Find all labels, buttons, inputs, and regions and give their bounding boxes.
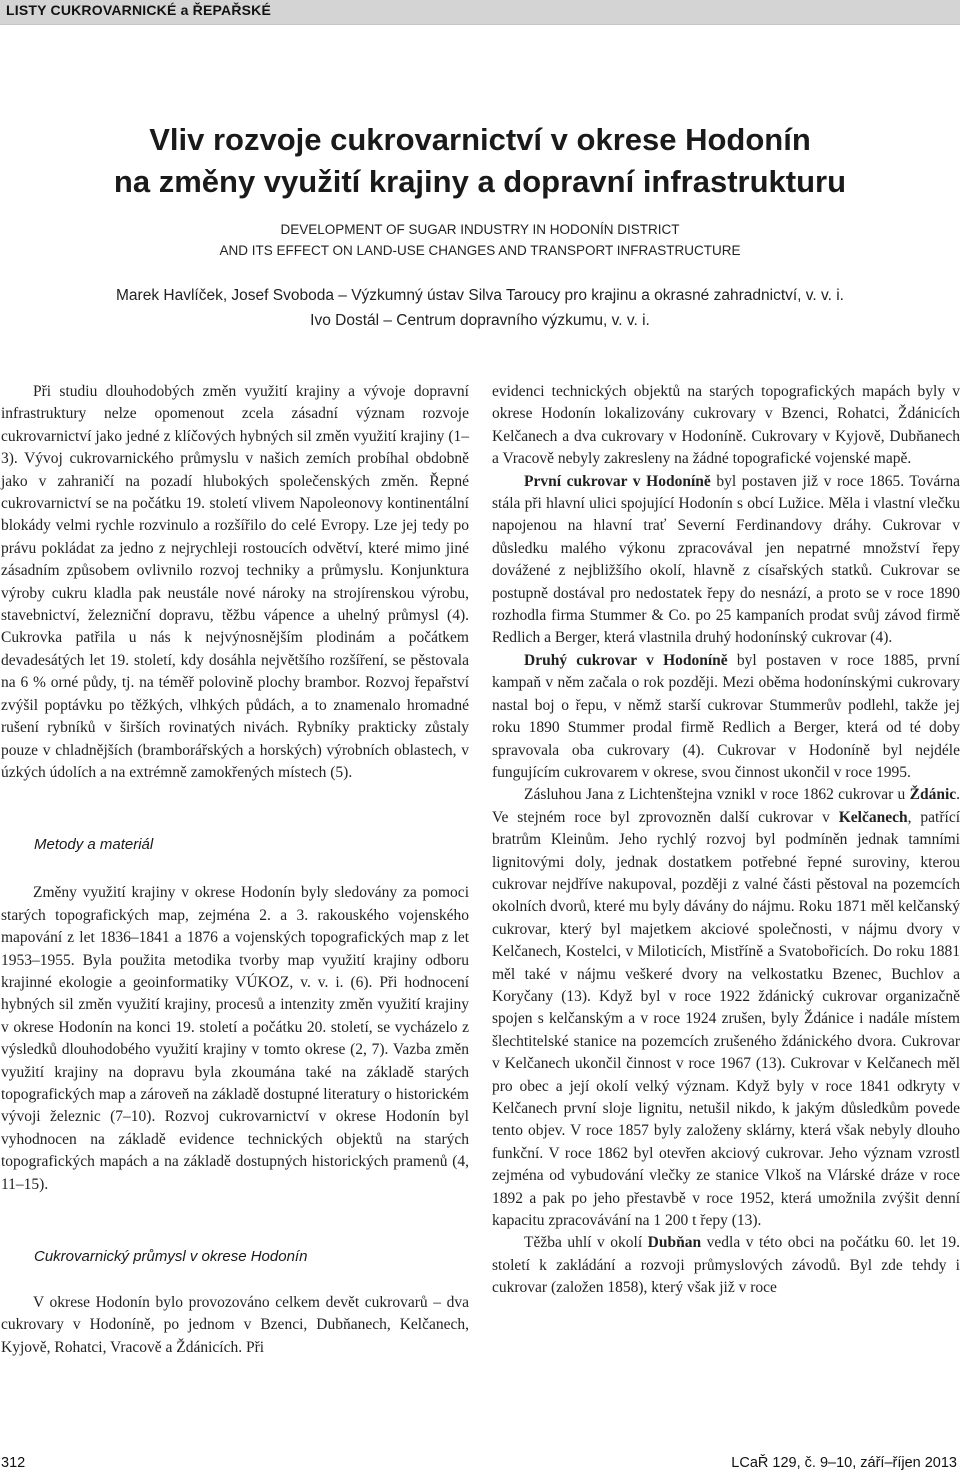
continuation-paragraph: evidenci technických objektů na starých topografických mapách byly v okrese Hodonín lokalizovány cukrovary v Bzenci, Rohatci, Ždánicích Kelčanech a dva cukrovary v Hodoníně. Cukrovary v Kyjově, Dubňanech a Vracově nebyly zakresleny na žádné topografické vojenské mapě.: [492, 383, 960, 468]
section-heading-methods: Metody a materiál: [34, 836, 154, 854]
dubnany-paragraph: [492, 1232, 960, 1299]
dubnany-intro-text: Těžba uhlí v okolí: [524, 1234, 648, 1252]
left-column: [1, 381, 469, 1359]
dubnany-text: vedla v této obci na počátku 60. let 19. století k zakládání a rozvoji průmyslových závodů. Byl zde tehdy i cukrovar (založen 1858), který však již v roce: [492, 1234, 960, 1297]
authors-line-1: Marek Havlíček, Josef Svoboda – Výzkumný ústav Silva Taroucy pro krajinu a okrasné zahradnictví, v. v. i.: [116, 287, 844, 304]
sugar-industry-paragraph: V okrese Hodonín bylo provozováno celkem devět cukrovarů – dva cukrovary v Hodoníně, po jednom v Bzenci, Dubňanech, Kelčanech, Kyjově, Rohatci, Vracově a Ždánicích. Při: [1, 1294, 469, 1356]
intro-paragraph: Při studiu dlouhodobých změn využití krajiny a vývoje dopravní infrastruktury nelze opomenout zcela zásadní význam rozvoje cukrovarnictví jako jedné z klíčových hybných sil změn využití krajiny (1–3). Vývoj cukrovarnického průmyslu v našich zemích probíhal obdobně jako v zahraničí na pozadí hlubokých společenských změn. Řepné cukrovarnictví se na počátku 19. století vlivem Napoleonovy kontinentální blokády velmi rychle rozvinulo a rozšířilo do celé Evropy. Lze jej tedy po právu pokládat za jedno z nejrychleji rostoucích odvětví, které mimo jiné zásadním způsobem ovlivnilo rozvoj techniky a průmyslu. Konjunktura výroby cukru kladla pak neustále nové nároky na strojírenskou výrobu, stavebnictví, železniční dopravu, těžbu vápence a uhelný průmysl (4). Cukrovka patřila u nás k nejvýnosnějším plodinám a počátkem devadesátých let 19. století, kdy dosáhla největšího rozšíření, se pěstovala na 6 % orné půdy, tj. na téměř polovině plochy brambor. Rozvoj řepařství zvýšil poptávku po těžkých, vlhkých půdách, a to znamenalo hromadné rušení rybníků v širších rovinatých nivách. Rybníky prakticky zůstaly pouze v chladnějších (bramborářských a horských) výrobních oblastech, v úzkých údolích a na extrémně zamokřených místech (5).: [1, 383, 469, 781]
dubnany-label: Dubňan: [647, 1234, 702, 1252]
right-column: [492, 381, 960, 1300]
methods-paragraph: Změny využití krajiny v okrese Hodonín byly sledovány za pomoci starých topografických map, zejména 2. a 3. rakouského vojenského mapování z let 1836–1841 a 1876 a vojenských topografických map z let 1953–1955. Byla použita metodika tvorby map využití krajiny odboru krajinné ekologie a geoinformatiky VÚKOZ, v. v. i. (6). Při hodnocení hybných sil změn využití krajiny, procesů a intenzity změn využití krajiny v okrese Hodonín na konci 19. století a počátku 20. století, se vycházelo z výsledků dlouhodobého využití krajiny v tomto okrese (2, 7). Vazba změn využití krajiny na dopravu byla zkoumána také na základě starých topografických map a zároveň na základě dostupné literatury o historickém vývoji železnic (7–10). Rozvoj cukrovarnictví v okrese Hodonín byl vyhodnocen na základě evidence technických objektů na starých topografických mapách a na základě dostupných historických pramenů (4, 11–15).: [1, 884, 469, 1193]
authors-line-2: Ivo Dostál – Centrum dopravního výzkumu, v. v. i.: [310, 312, 650, 329]
journal-section-label: LISTY CUKROVARNICKÉ a ŘEPAŘSKÉ: [6, 2, 272, 18]
first-sugar-factory-label: První cukrovar v Hodoníně: [524, 472, 711, 490]
journal-issue: LCaŘ 129, č. 9–10, září–říjen 2013: [731, 1455, 957, 1471]
kelcany-label: Kelčanech: [838, 808, 908, 826]
kelcany-text: , patřící bratrům Kleinům. Jeho rychlý rozvoj byl podmíněn jednak tamními lignitovými doly, jednak dostatkem potřebné řepné suroviny, kterou cukrovar nejdříve nakupoval, později z valné části pěstoval na pozemcích okolních dvorů, které mu byly dávány do nájmu. Roku 1871 měl kelčanský cukrovar, který byl majetkem akciové společnosti, v nájmu dvory v Kelčanech, Kostelci, v Miloticích, Mistříně a Svatobořicích. Do roku 1881 měl také v nájmu veškeré dvory na velkostatku Bzenec, Buchlov a Koryčany (13). Když byl v roce 1922 ždánický cukrovar organizačně spojen s kelčanským a v roce 1924 zrušen, byly Ždánice i nadále místem šlechtitelské stanice na pozemcích zrušeného ždánického dvora. Cukrovar v Kelčanech ukončil činnost v roce 1967 (13). Cukrovar v Kelčanech měl pro obec a její okolí velký význam. Když byly v roce 1841 odkryty v Kelčanech první sloje lignitu, netušil nikdo, k jakým důsledkům povede tento objev. V roce 1857 byly založeny sklárny, která však nebyly dlouho funkční. V roce 1862 byl otevřen akciový cukrovar. Jeho význam vzrostl zejména od vybudování vlečky ze stanice Vlkoš na Vlárské dráze v roce 1892 a pak po jeho přestavbě v roce 1952, která umožnila zvýšit denní kapacitu zpracovávání na 1 200 t řepy (13).: [492, 808, 960, 1230]
zdanice-kelcany-paragraph: [492, 784, 960, 1232]
second-sugar-factory-text: byl postaven v roce 1885, první kampaň v něm začala o rok později. Mezi oběma hodonínskými cukrovary nastal boj o řepu, v němž starší cukrovar Stummerův podlehl, takže jej roku 1890 Stummer prodal firmě Redlich a Berger, která od té doby spravovala oba cukrovary (4). Cukrovar v Hodoníně byl nejdéle fungujícím cukrovarem v okrese, svou činnost ukončil v roce 1995.: [492, 651, 960, 781]
first-sugar-factory-paragraph: [492, 471, 960, 650]
second-sugar-factory-label: Druhý cukrovar v Hodoníně: [524, 651, 728, 669]
english-title-line-1: DEVELOPMENT OF SUGAR INDUSTRY IN HODONÍN DISTRICT: [280, 222, 680, 237]
article-title-line-2: na změny využití krajiny a dopravní infrastrukturu: [113, 164, 847, 199]
running-header: [0, 0, 960, 25]
page-number: 312: [1, 1455, 26, 1471]
kelcany-intro-text: . Ve stejném roce byl zprovozněn další cukrovar v: [492, 786, 960, 826]
zdanice-label: Ždánic: [909, 786, 957, 804]
zdanice-intro-text: Zásluhou Jana z Lichtenštejna vznikl v roce 1862 cukrovar u: [524, 786, 910, 804]
english-title-line-2: AND ITS EFFECT ON LAND-USE CHANGES AND TRANSPORT INFRASTRUCTURE: [219, 243, 741, 258]
section-heading-sugar-industry: Cukrovarnický průmysl v okrese Hodonín: [34, 1248, 308, 1265]
first-sugar-factory-text: byl postaven již v roce 1865. Továrna stála při hlavní ulici spojující Hodonín s obcí Lužice. Měla i vlastní vlečku napojenou na hlavní trať Severní Ferdinandovy dráhy. Cukrovar v důsledku malého výkonu zpracovával jen nepatrné množství řepy dovážené z nejbližšího okolí, hlavně z císařských statků. Cukrovar se postupně dostával pro nedostatek řepy do nesnází, a proto se v roce 1890 rozhodla firma Stummer & Co. po 25 kampaních prodat svůj závod firmě Redlich a Berger, která vlastnila druhý hodonínský cukrovar (4).: [492, 472, 960, 647]
second-sugar-factory-paragraph: [492, 650, 960, 784]
page-footer: [0, 1453, 960, 1475]
article-title-line-1: Vliv rozvoje cukrovarnictví v okrese Hodonín: [149, 122, 811, 157]
